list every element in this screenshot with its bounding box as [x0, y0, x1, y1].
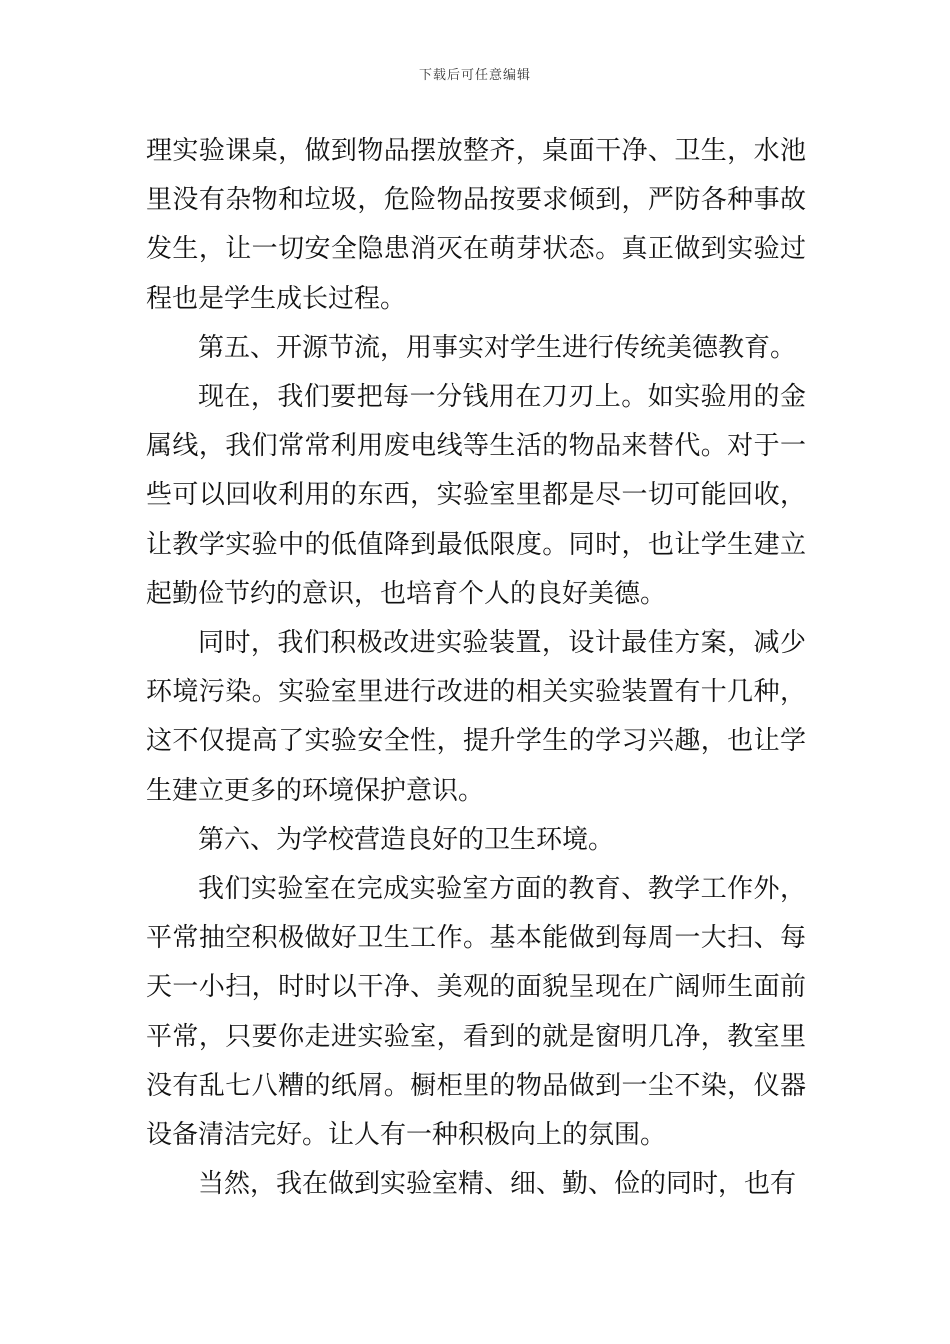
paragraph: 同时，我们积极改进实验装置，设计最佳方案，减少环境污染。实验室里进行改进的相关实验装置有十几种，这不仅提高了实验安全性，提升学生的学习兴趣，也让学生建立更多的环境保护意识。	[146, 628, 806, 806]
paragraph: 现在，我们要把每一分钱用在刀刃上。如实验用的金属线，我们常常利用废电线等生活的物品来替代。对于一些可以回收利用的东西，实验室里都是尽一切可能回收，让教学实验中的低值降到最低限度。同时，也让学生建立起勤俭节约的意识，也培育个人的良好美德。	[146, 382, 806, 609]
document-body	[146, 127, 806, 1209]
paragraph: 当然，我在做到实验室精、细、勤、俭的同时，也有	[198, 1169, 797, 1200]
paragraph: 理实验课桌，做到物品摆放整齐，桌面干净、卫生，水池里没有杂物和垃圾，危险物品按要求倾到，严防各种事故发生，让一切安全隐患消灭在萌芽状态。真正做到实验过程也是学生成长过程。	[146, 136, 806, 314]
paragraph: 第五、开源节流，用事实对学生进行传统美德教育。	[198, 332, 797, 363]
paragraph: 第六、为学校营造良好的卫生环境。	[198, 824, 615, 855]
paragraph: 我们实验室在完成实验室方面的教育、教学工作外，平常抽空积极做好卫生工作。基本能做到每周一大扫、每天一小扫，时时以干净、美观的面貌呈现在广阔师生面前平常，只要你走进实验室，看到的就是窗明几净，教室里没有乱七八糟的纸屑。橱柜里的物品做到一尘不染，仪器设备清洁完好。让人有一种积极向上的氛围。	[146, 874, 806, 1151]
page-header: 下载后可任意编辑	[418, 68, 531, 83]
